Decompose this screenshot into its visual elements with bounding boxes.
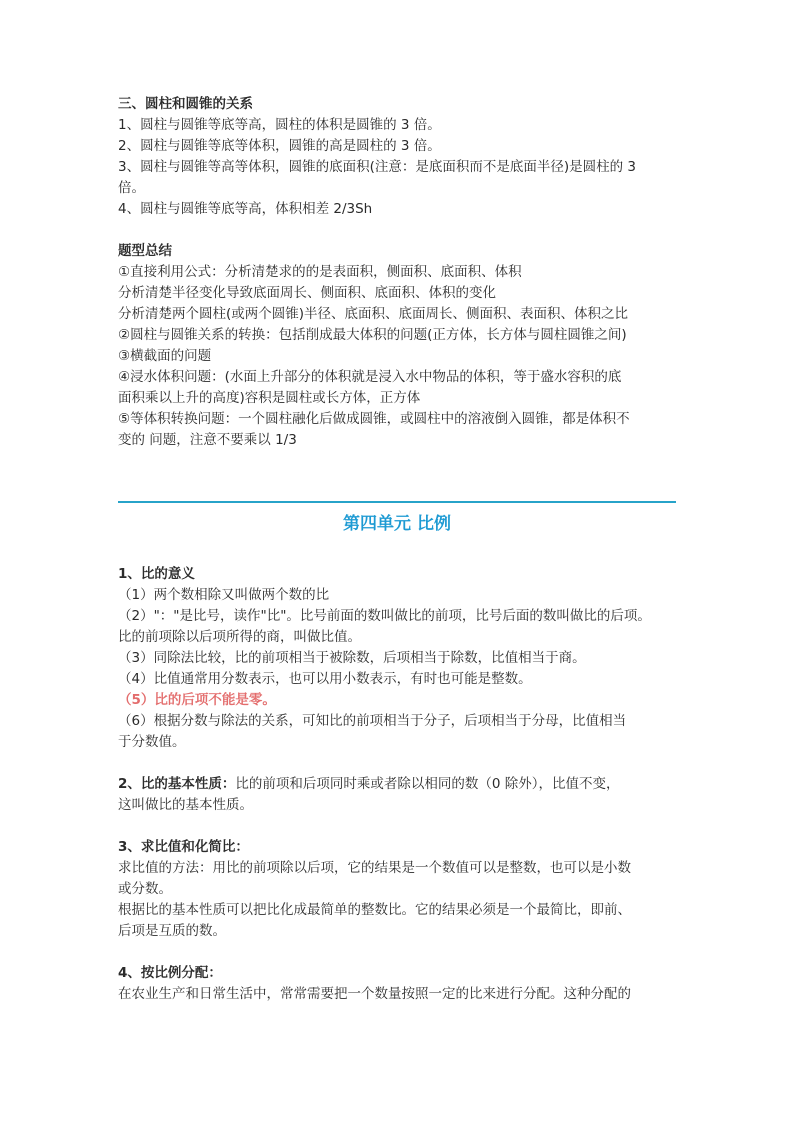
basic-property-line: [118, 774, 678, 795]
spacer: [118, 816, 678, 837]
text-line: 1、圆柱与圆锥等底等高，圆柱的体积是圆锥的 3 倍。: [118, 117, 441, 133]
section-heading-basic-property: 2、比的基本性质：: [118, 776, 236, 792]
text-line: 或分数。: [118, 881, 172, 897]
text-line: （4）比值通常用分数表示，也可以用小数表示，有时也可能是整数。: [118, 671, 532, 687]
section-heading-cylinder-cone: 三、圆柱和圆锥的关系: [118, 96, 253, 112]
text-line: 2、圆柱与圆锥等底等体积，圆锥的高是圆柱的 3 倍。: [118, 138, 441, 154]
text-line: ⑤等体积转换问题：一个圆柱融化后做成圆锥，或圆柱中的溶液倒入圆锥，都是体积不: [118, 411, 630, 427]
text-line: 倍。: [118, 180, 145, 196]
text-line: 求比值的方法：用比的前项除以后项，它的结果是一个数值可以是整数，也可以是小数: [118, 860, 631, 876]
basic-property-text: 比的前项和后项同时乘或者除以相同的数（0 除外），比值不变，: [235, 776, 620, 792]
text-line: （3）同除法比较，比的前项相当于被除数，后项相当于除数，比值相当于商。: [118, 650, 586, 666]
section-cylinder-cone: [118, 94, 678, 451]
section-ratio: [118, 564, 678, 1005]
text-line: 这叫做比的基本性质。: [118, 797, 253, 813]
text-line: 后项是互质的数。: [118, 923, 226, 939]
section-heading-summary: 题型总结: [118, 243, 172, 259]
text-line: 面积乘以上升的高度)容积是圆柱或长方体，正方体: [118, 390, 421, 406]
text-line: （6）根据分数与除法的关系，可知比的前项相当于分子，后项相当于分母，比值相当: [118, 713, 627, 729]
text-line: ①直接利用公式：分析清楚求的的是表面积，侧面积、底面积、体积: [118, 264, 522, 280]
divider-rule: [118, 501, 676, 503]
text-line: 分析清楚两个圆柱(或两个圆锥)半径、底面积、底面周长、侧面积、表面积、体积之比: [118, 306, 629, 322]
text-line: ③横截面的问题: [118, 348, 212, 364]
unit-title: 第四单元 比例: [343, 514, 451, 534]
section-heading-simplify: 3、求比值和化简比：: [118, 839, 249, 855]
text-line: 变的 问题，注意不要乘以 1/3: [118, 432, 297, 448]
text-line: 比的前项除以后项所得的商，叫做比值。: [118, 629, 361, 645]
section-heading-distribution: 4、按比例分配：: [118, 965, 222, 981]
spacer: [118, 220, 678, 241]
text-line: （2）"："是比号，读作"比"。比号前面的数叫做比的前项，比号后面的数叫做比的后项。: [118, 608, 651, 624]
text-line: 在农业生产和日常生活中，常常需要把一个数量按照一定的比来进行分配。这种分配的: [118, 986, 631, 1002]
text-line: 于分数值。: [118, 734, 186, 750]
section-heading-ratio-meaning: 1、比的意义: [118, 566, 195, 582]
highlight-line: （5）比的后项不能是零。: [118, 692, 276, 708]
text-line: ④浸水体积问题：(水面上升部分的体积就是浸入水中物品的体积，等于盛水容积的底: [118, 369, 622, 385]
text-line: 4、圆柱与圆锥等底等高，体积相差 2/3Sh: [118, 201, 373, 217]
text-line: 分析清楚半径变化导致底面周长、侧面积、底面积、体积的变化: [118, 285, 496, 301]
text-line: 根据比的基本性质可以把比化成最简单的整数比。它的结果必须是一个最简比，即前、: [118, 902, 631, 918]
text-line: 3、圆柱与圆锥等高等体积，圆锥的底面积(注意：是底面积而不是底面半径)是圆柱的 3: [118, 159, 637, 175]
spacer: [118, 942, 678, 963]
spacer: [118, 753, 678, 774]
text-line: ②圆柱与圆锥关系的转换：包括削成最大体积的问题(正方体，长方体与圆柱圆锥之间): [118, 327, 627, 343]
text-line: （1）两个数相除又叫做两个数的比: [118, 587, 330, 603]
